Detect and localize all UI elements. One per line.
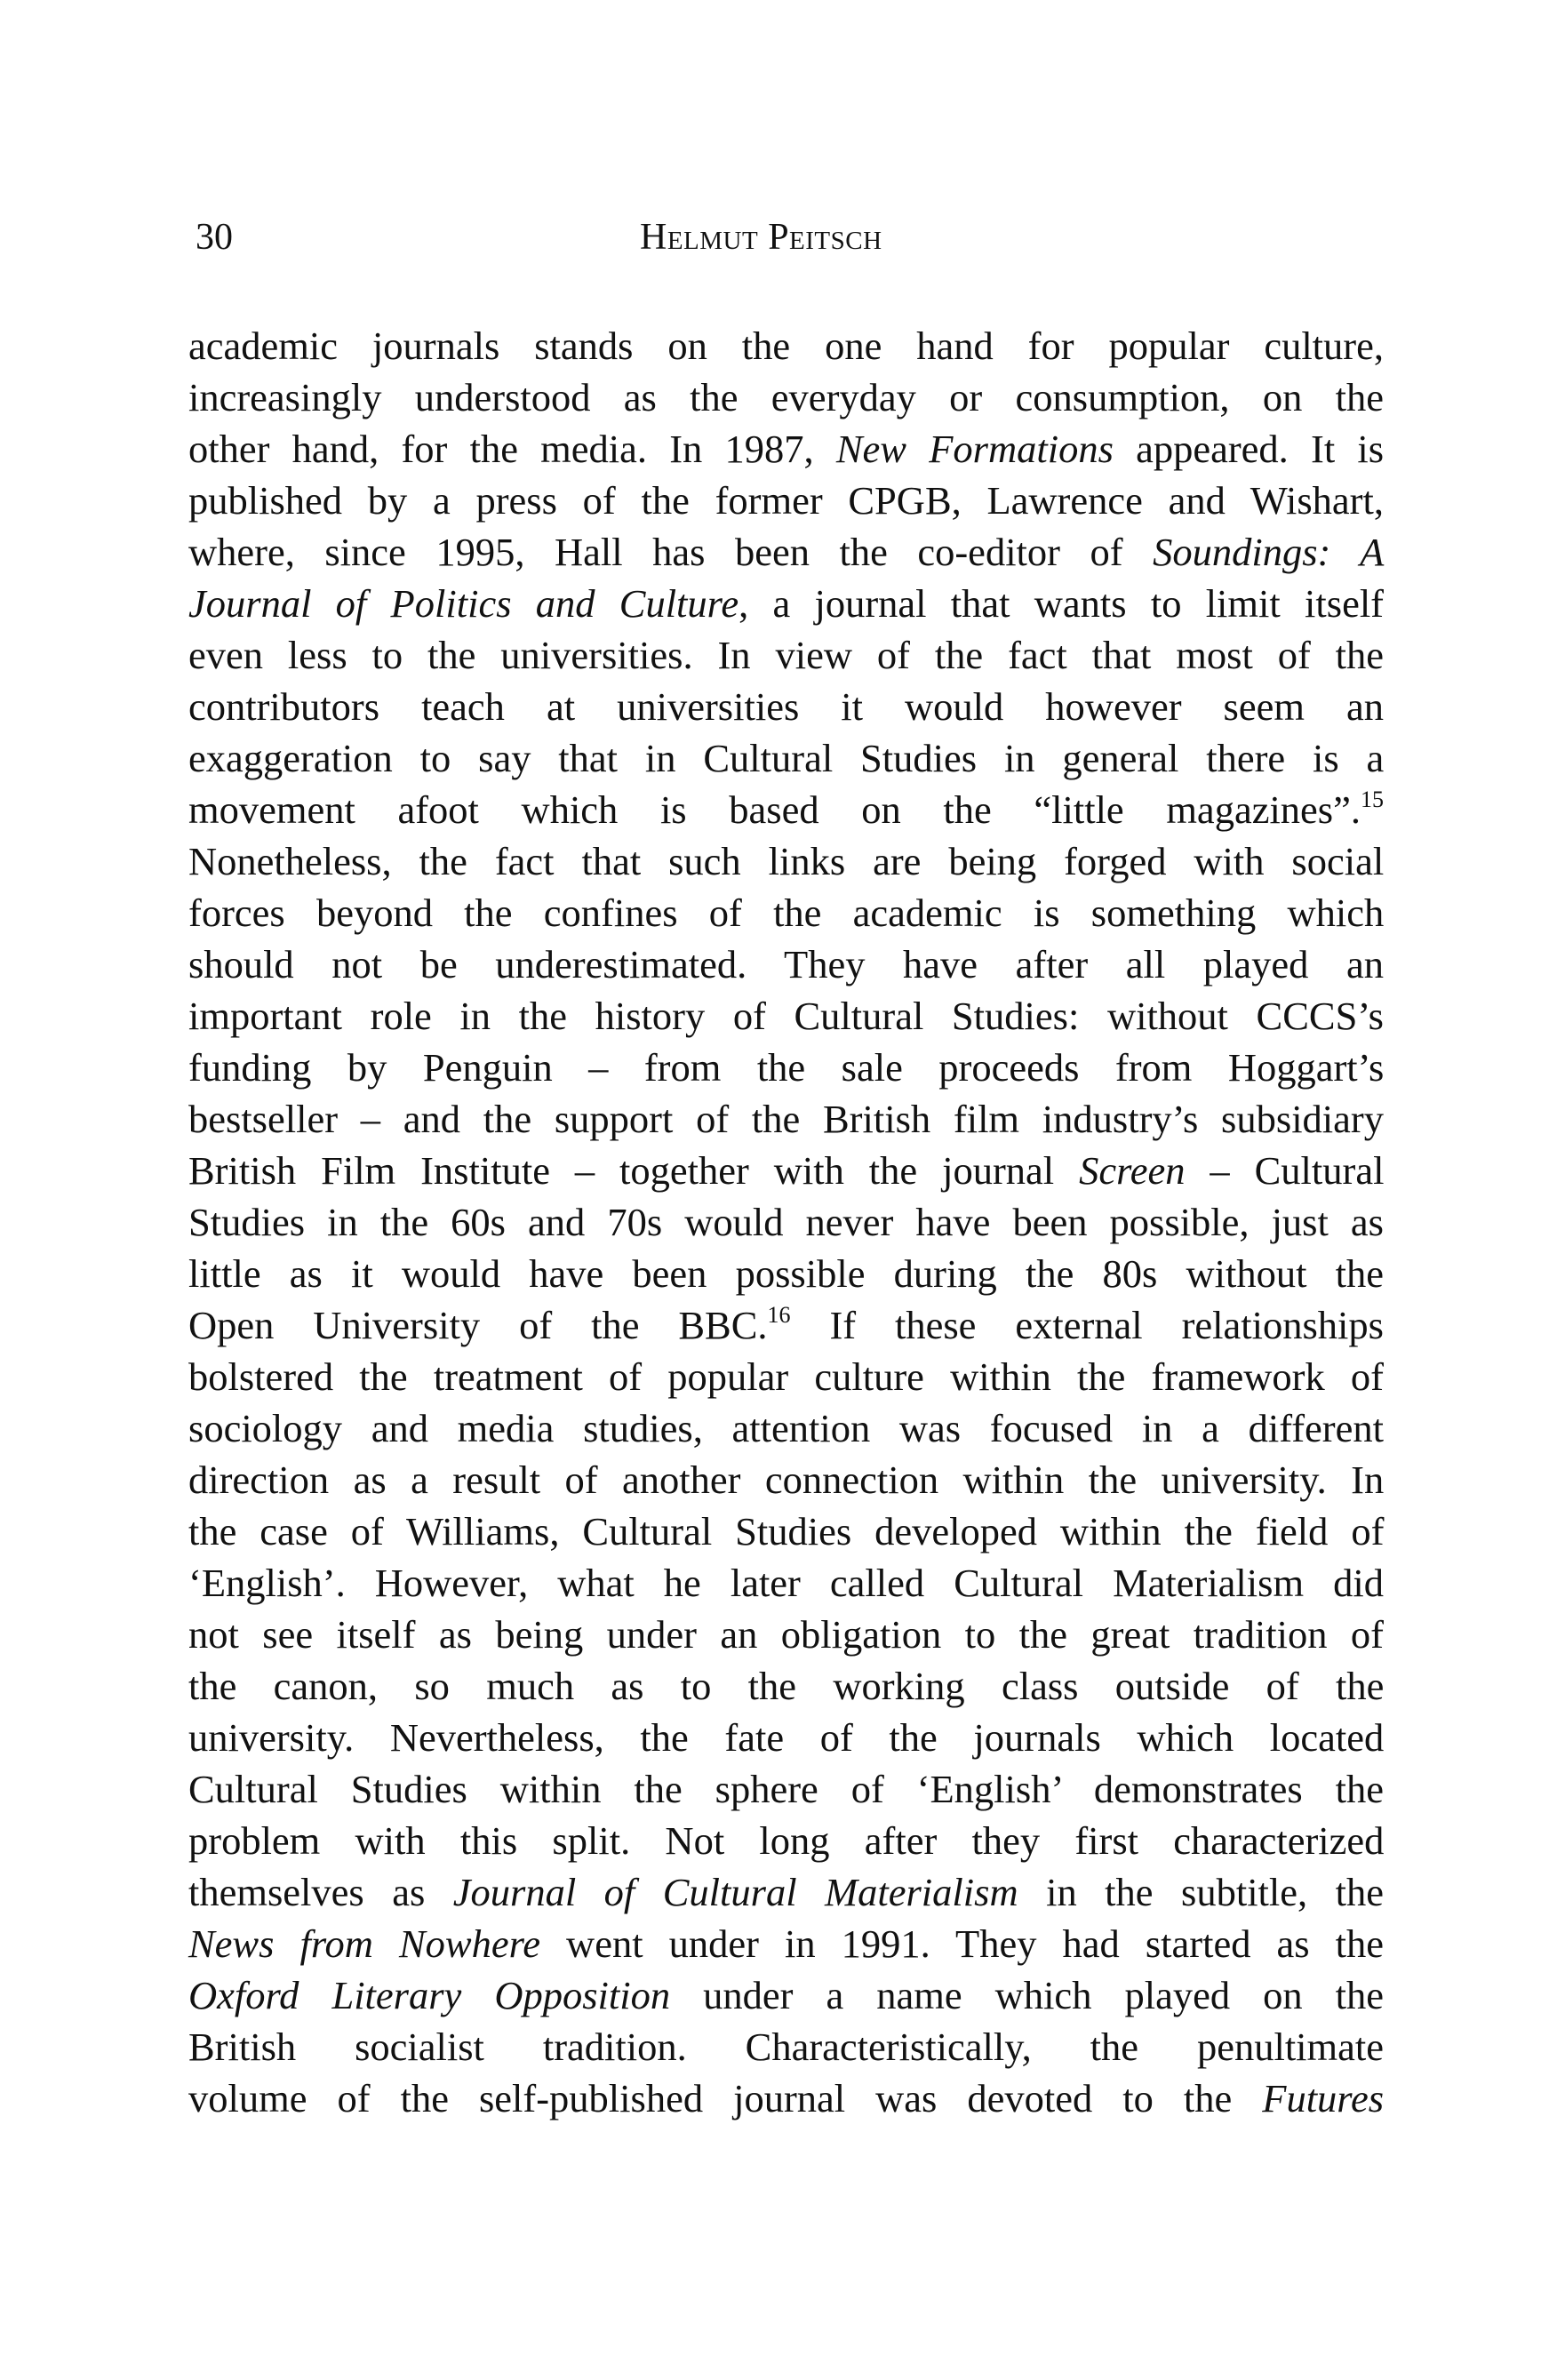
text-run: bolstered the treatment of popular culture within the framework of — [188, 1354, 1384, 1399]
text-run: the canon, so much as to the working class outside of the — [188, 1664, 1385, 1708]
italic-title: Oxford Literary Opposition — [188, 1973, 671, 2017]
text-line — [188, 732, 1384, 784]
text-line — [188, 784, 1384, 835]
text-run: university. Nevertheless, the fate of the journals which located — [188, 1715, 1385, 1760]
text-line — [188, 371, 1384, 423]
text-line — [188, 1248, 1384, 1299]
text-line — [188, 526, 1384, 578]
page-number: 30 — [196, 217, 233, 258]
text-line — [188, 1505, 1384, 1557]
text-line — [188, 1196, 1384, 1248]
text-line — [188, 835, 1384, 887]
running-title: Helmut Peitsch — [640, 217, 882, 258]
text-line — [188, 1969, 1384, 2021]
italic-title: Futures — [1262, 2076, 1385, 2120]
text-run: little as it would have been possible during the 80s without the — [188, 1251, 1384, 1296]
text-run: ‘English’. However, what he later called Cultural Materialism did — [188, 1561, 1384, 1605]
text-run: contributors teach at universities it would however seem an — [188, 684, 1384, 729]
text-run: bestseller – and the support of the British film industry’s subsidiary — [188, 1097, 1384, 1141]
text-run: British Film Institute – together with the journal — [188, 1148, 1080, 1193]
text-run: the case of Williams, Cultural Studies developed within the field of — [188, 1509, 1385, 1553]
text-line — [188, 1145, 1384, 1196]
text-line — [188, 1402, 1384, 1454]
text-run: not see itself as being under an obligation to the great tradition of — [188, 1612, 1384, 1657]
text-run: , a journal that wants to limit itself — [739, 581, 1384, 626]
text-run: If these external relationships — [790, 1303, 1384, 1347]
text-run: academic journals stands on the one hand for popular culture, — [188, 323, 1384, 368]
text-run: forces beyond the confines of the academic is something which — [188, 891, 1385, 935]
text-line — [188, 1093, 1384, 1145]
text-run: where, since 1995, Hall has been the co-editor of — [188, 530, 1154, 574]
text-run: Cultural Studies within the sphere of ‘English’ demonstrates the — [188, 1767, 1384, 1811]
text-line — [188, 475, 1384, 526]
running-head — [196, 206, 1386, 268]
text-run: themselves as — [188, 1870, 453, 1914]
text-line — [188, 1918, 1384, 1969]
text-line — [188, 320, 1384, 371]
text-run: important role in the history of Cultural Studies: without CCCS’s — [188, 994, 1384, 1038]
italic-title: Journal of Politics and Culture — [188, 581, 739, 626]
text-run: funding by Penguin – from the sale proceeds from Hoggart’s — [188, 1045, 1385, 1090]
text-run: volume of the self-published journal was devoted to the — [188, 2076, 1263, 2120]
text-line — [188, 1660, 1384, 1712]
text-line — [188, 2021, 1384, 2073]
text-run: Nonetheless, the fact that such links are being forged with social — [188, 839, 1385, 883]
text-run: problem with this split. Not long after they first characterized — [188, 1818, 1385, 1863]
text-run: movement afoot which is based on the “little magazines”. — [188, 787, 1361, 832]
body-text — [188, 320, 1384, 2124]
text-line — [188, 1815, 1384, 1866]
italic-title: Journal of Cultural Materialism — [452, 1870, 1018, 1914]
text-run: published by a press of the former CPGB, Lawrence and Wishart, — [188, 478, 1384, 523]
text-line — [188, 1351, 1384, 1402]
text-run: in the subtitle, the — [1018, 1870, 1384, 1914]
text-run: increasingly understood as the everyday or consumption, on the — [188, 375, 1384, 419]
text-line — [188, 578, 1384, 629]
text-line — [188, 423, 1384, 475]
text-run: – Cultural — [1185, 1148, 1385, 1193]
text-line — [188, 1557, 1384, 1609]
text-line — [188, 1609, 1384, 1660]
italic-title: New Formations — [835, 427, 1114, 471]
text-line — [188, 629, 1384, 681]
text-run: went under in 1991. They had started as the — [540, 1921, 1384, 1966]
text-line — [188, 990, 1384, 1042]
text-run: should not be underestimated. They have after all played an — [188, 942, 1384, 986]
text-run: direction as a result of another connection within the university. In — [188, 1458, 1385, 1502]
text-run: sociology and media studies, attention was focused in a different — [188, 1406, 1384, 1450]
text-run: even less to the universities. In view of the fact that most of the — [188, 633, 1385, 677]
text-run: other hand, for the media. In 1987, — [188, 427, 836, 471]
text-run: exaggeration to say that in Cultural Studies in general there is a — [188, 736, 1385, 780]
italic-title: Screen — [1079, 1148, 1186, 1193]
text-line — [188, 681, 1384, 732]
text-line — [188, 1454, 1384, 1505]
text-run: under a name which played on the — [670, 1973, 1384, 2017]
italic-title: News from Nowhere — [188, 1921, 540, 1966]
italic-title: Soundings: A — [1153, 530, 1385, 574]
text-line — [188, 1866, 1384, 1918]
text-line — [188, 887, 1384, 938]
text-line — [188, 1712, 1384, 1763]
text-run: Open University of the BBC. — [188, 1303, 768, 1347]
text-run: Studies in the 60s and 70s would never have been possible, just as — [188, 1200, 1384, 1244]
footnote-ref: 16 — [767, 1302, 791, 1328]
text-run: British socialist tradition. Characteristically, the penultimate — [188, 2025, 1385, 2069]
text-line — [188, 1299, 1384, 1351]
text-line — [188, 938, 1384, 990]
text-line — [188, 2073, 1384, 2124]
text-line — [188, 1042, 1384, 1093]
footnote-ref: 15 — [1361, 787, 1384, 812]
text-line — [188, 1763, 1384, 1815]
text-run: appeared. It is — [1113, 427, 1385, 471]
